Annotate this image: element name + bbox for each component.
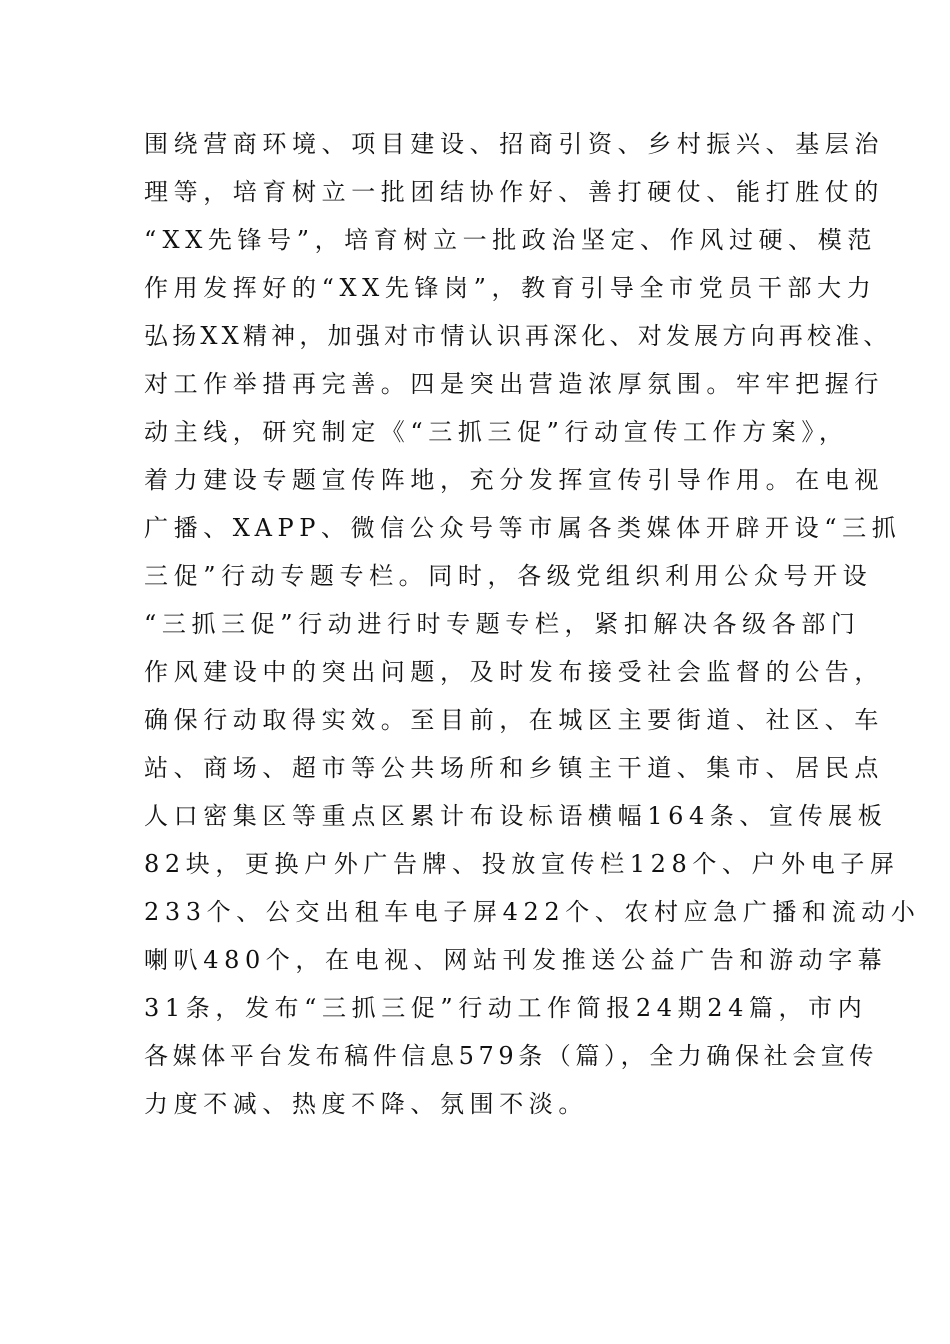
text-line: 广播、XAPP、微信公众号等市属各类媒体开辟开设“三抓 — [144, 514, 902, 542]
text-line: 确保行动取得实效。至目前，在城区主要街道、社区、车 — [144, 706, 884, 734]
text-line: 力度不减、热度不降、氛围不淡。 — [144, 1090, 588, 1118]
text-line: “XX先锋号”，培育树立一批政治坚定、作风过硬、模范 — [144, 226, 877, 254]
text-line: 作风建设中的突出问题，及时发布接受社会监督的公告， — [144, 658, 884, 686]
text-line: 喇叭480个，在电视、网站刊发推送公益广告和游动字幕 — [144, 946, 888, 974]
text-line: 围绕营商环境、项目建设、招商引资、乡村振兴、基层治 — [144, 130, 884, 158]
text-line: 站、商场、超市等公共场所和乡镇主干道、集市、居民点 — [144, 754, 884, 782]
text-line: 作用发挥好的“XX先锋岗”，教育引导全市党员干部大力 — [144, 274, 877, 302]
text-line: 弘扬XX精神，加强对市情认识再深化、对发展方向再校准、 — [144, 322, 892, 350]
text-line: 人口密集区等重点区累计布设标语横幅164条、宣传展板 — [144, 802, 888, 830]
text-line: 各媒体平台发布稿件信息579条（篇），全力确保社会宣传 — [144, 1042, 879, 1070]
text-line: “三抓三促”行动进行时专题专栏，紧扣解决各级各部门 — [144, 610, 861, 638]
text-line: 82块，更换户外广告牌、投放宣传栏128个、户外电子屏 — [144, 850, 900, 878]
text-line: 动主线，研究制定《“三抓三促”行动宣传工作方案》， — [144, 418, 849, 446]
text-line: 着力建设专题宣传阵地，充分发挥宣传引导作用。在电视 — [144, 466, 884, 494]
text-line: 对工作举措再完善。四是突出营造浓厚氛围。牢牢把握行 — [144, 370, 884, 398]
text-line: 233个、公交出租车电子屏422个、农村应急广播和流动小 — [144, 898, 921, 926]
text-line: 理等，培育树立一批团结协作好、善打硬仗、能打胜仗的 — [144, 178, 884, 206]
text-line: 三促”行动专题专栏。同时，各级党组织利用公众号开设 — [144, 562, 873, 590]
text-line: 31条，发布“三抓三促”行动工作简报24期24篇，市内 — [144, 994, 868, 1022]
